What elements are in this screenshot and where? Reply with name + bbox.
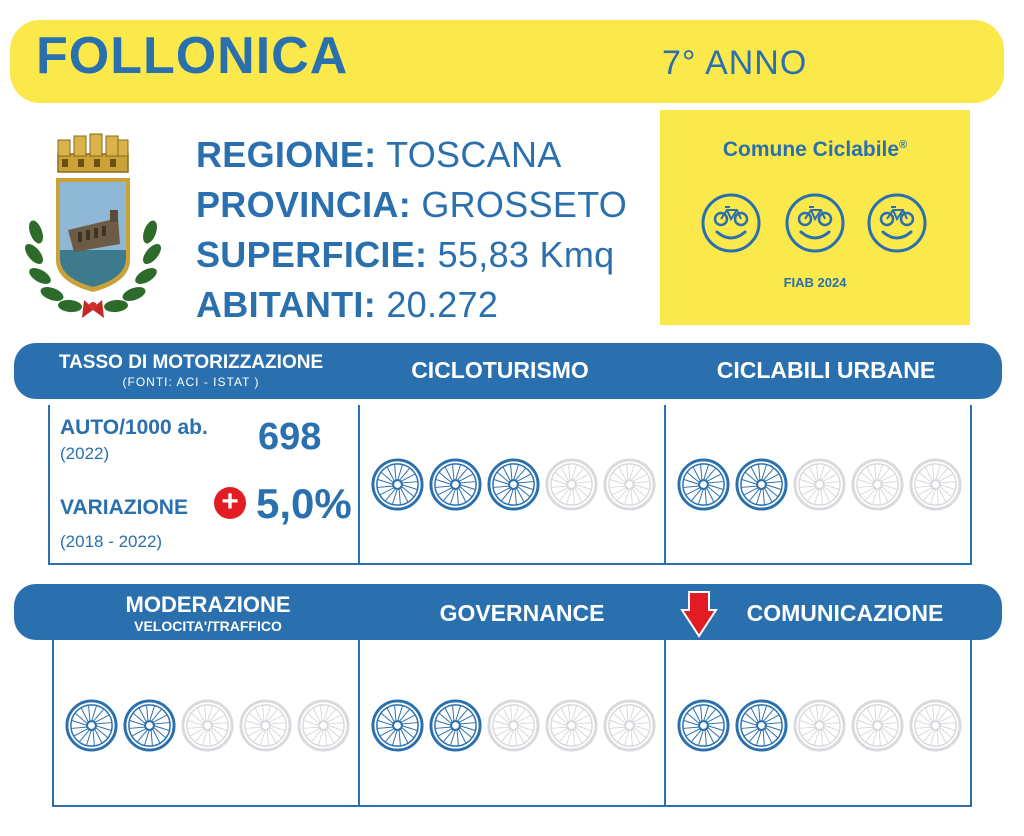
coat-of-arms-emblem — [22, 132, 164, 324]
registered-mark: ® — [899, 139, 908, 151]
wheel-icon-empty — [850, 698, 905, 753]
wheel-icon-filled — [370, 698, 425, 753]
wheel-icon-filled — [676, 457, 731, 512]
wheel-icon-empty — [792, 457, 847, 512]
wheel-icon-filled — [676, 698, 731, 753]
smiley-bike-icon — [700, 192, 762, 254]
wheel-icon-filled — [64, 698, 119, 753]
variation-years: (2018 - 2022) — [60, 532, 163, 551]
comunicazione-title: COMUNICAZIONE — [746, 600, 944, 626]
info-provincia-key: PROVINCIA: — [196, 184, 412, 225]
info-regione-value: TOSCANA — [386, 134, 562, 175]
wheel-icon-empty — [602, 457, 657, 512]
badge-footer: FIAB 2024 — [783, 275, 847, 290]
wheel-icon-empty — [238, 698, 293, 753]
info-provincia-value: GROSSETO — [421, 184, 628, 225]
comune-ciclabile-badge — [660, 110, 970, 325]
governance-title: GOVERNANCE — [439, 600, 605, 626]
badge-title: Comune Ciclabile® — [722, 138, 908, 161]
red-down-arrow-icon — [680, 590, 718, 638]
wheel-icon-empty — [602, 698, 657, 753]
wheel-icon-empty — [544, 457, 599, 512]
edition-label: 7° ANNO — [662, 44, 808, 82]
wheel-icon-filled — [122, 698, 177, 753]
wheel-icon-filled — [428, 457, 483, 512]
motorization-title: TASSO DI MOTORIZZAZIONE — [58, 352, 324, 373]
wheel-icon-empty — [486, 698, 541, 753]
wheel-icon-empty — [296, 698, 351, 753]
wheel-icon-empty — [792, 698, 847, 753]
info-abitanti-value: 20.272 — [386, 284, 499, 325]
wheel-icon-filled — [734, 698, 789, 753]
governance-rating — [370, 698, 657, 753]
moderazione-title: MODERAZIONE — [125, 592, 291, 617]
comunicazione-rating — [676, 698, 963, 753]
info-abitanti-key: ABITANTI: — [196, 284, 376, 325]
wheel-icon-empty — [850, 457, 905, 512]
cicloturismo-title: CICLOTURISMO — [411, 357, 589, 383]
wheel-icon-empty — [544, 698, 599, 753]
auto-label: AUTO/1000 ab. — [60, 416, 208, 439]
info-regione — [196, 134, 562, 176]
moderazione-subtitle: VELOCITA'/TRAFFICO — [134, 618, 282, 634]
smiley-bike-icon — [784, 192, 846, 254]
auto-value: 698 — [258, 416, 322, 458]
variation-value: 5,0% — [256, 480, 352, 527]
wheel-icon-filled — [370, 457, 425, 512]
plus-circle-icon: + — [214, 487, 246, 519]
moderazione-rating — [64, 698, 351, 753]
info-superficie-value: 55,83 Kmq — [437, 234, 615, 275]
wheel-icon-empty — [180, 698, 235, 753]
info-provincia — [196, 184, 627, 226]
smiley-bike-icon — [866, 192, 928, 254]
auto-year: (2022) — [60, 444, 110, 463]
ciclabili-urbane-rating — [676, 457, 963, 512]
variation-label: VARIAZIONE — [60, 496, 188, 519]
wheel-icon-filled — [428, 698, 483, 753]
motorization-subtitle: (FONTI: ACI - ISTAT ) — [122, 375, 260, 389]
wheel-icon-filled — [734, 457, 789, 512]
info-superficie-key: SUPERFICIE: — [196, 234, 428, 275]
info-superficie — [196, 234, 614, 276]
wheel-icon-empty — [908, 698, 963, 753]
wheel-icon-filled — [486, 457, 541, 512]
city-name: FOLLONICA — [36, 27, 349, 85]
ciclabili-urbane-title: CICLABILI URBANE — [716, 357, 936, 383]
info-abitanti — [196, 284, 498, 326]
cicloturismo-rating — [370, 457, 657, 512]
info-regione-key: REGIONE: — [196, 134, 377, 175]
wheel-icon-empty — [908, 457, 963, 512]
